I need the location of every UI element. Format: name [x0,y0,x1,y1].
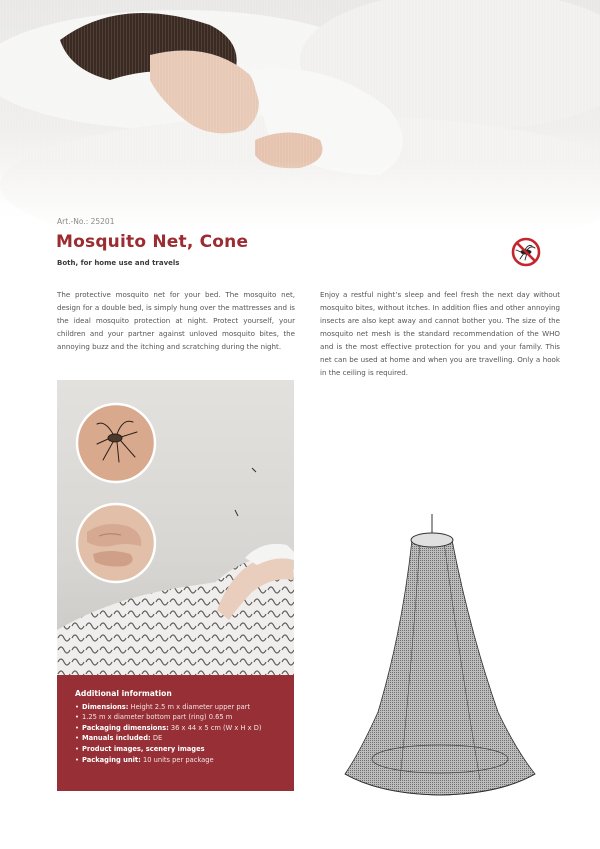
description-left: The protective mosquito net for your bed. The mosquito net, design for a double bed, is simply hung over the mattresses and is the ideal mosquito protection at night. Protect yourself, your children and your partner against unloved mosquito bites, the annoying buzz and the itching and scratching during the night. [57,290,295,351]
article-number: Art.-No.: 25201 [57,217,115,226]
mosquito-on-skin-photo [75,402,157,484]
product-subtitle: Both, for home use and travels [57,259,180,267]
info-item-dimensions-cont: • 1.25 m x diameter bottom part (ring) 0.65 m [75,712,294,723]
cone-mosquito-net-illustration [340,512,540,797]
description-right: Enjoy a restful night’s sleep and feel fresh the next day without mosquito bites, without itches. In addition flies and other annoying insects are also kept away and cannot bother you. The size of the mosquito net mesh is the standard recommendation of the WHO and is the most effective protection for you and your family. This net can be used at home and when you are travelling. Only a hook in the ceiling is required. [320,290,560,377]
hero-image [0,0,600,230]
additional-info-list [75,702,294,766]
info-item-packaging-unit: • Packaging unit: 10 units per package [75,755,294,766]
sleeping-woman-photo [0,0,600,230]
info-item-packaging-dimensions: • Packaging dimensions: 36 x 44 x 5 cm (W x H x D) [75,723,294,734]
additional-info-panel [57,675,294,791]
no-mosquito-icon [511,237,541,267]
info-item-manuals: • Manuals included: DE [75,733,294,744]
info-item-images: • Product images, scenery images [75,744,294,755]
scenery-image [57,380,294,675]
info-item-dimensions: • Dimensions: Height 2.5 m x diameter upper part [75,702,294,713]
product-title: Mosquito Net, Cone [56,232,249,252]
additional-info-heading: Additional information [75,689,172,698]
scratching-hand-photo [75,502,157,584]
